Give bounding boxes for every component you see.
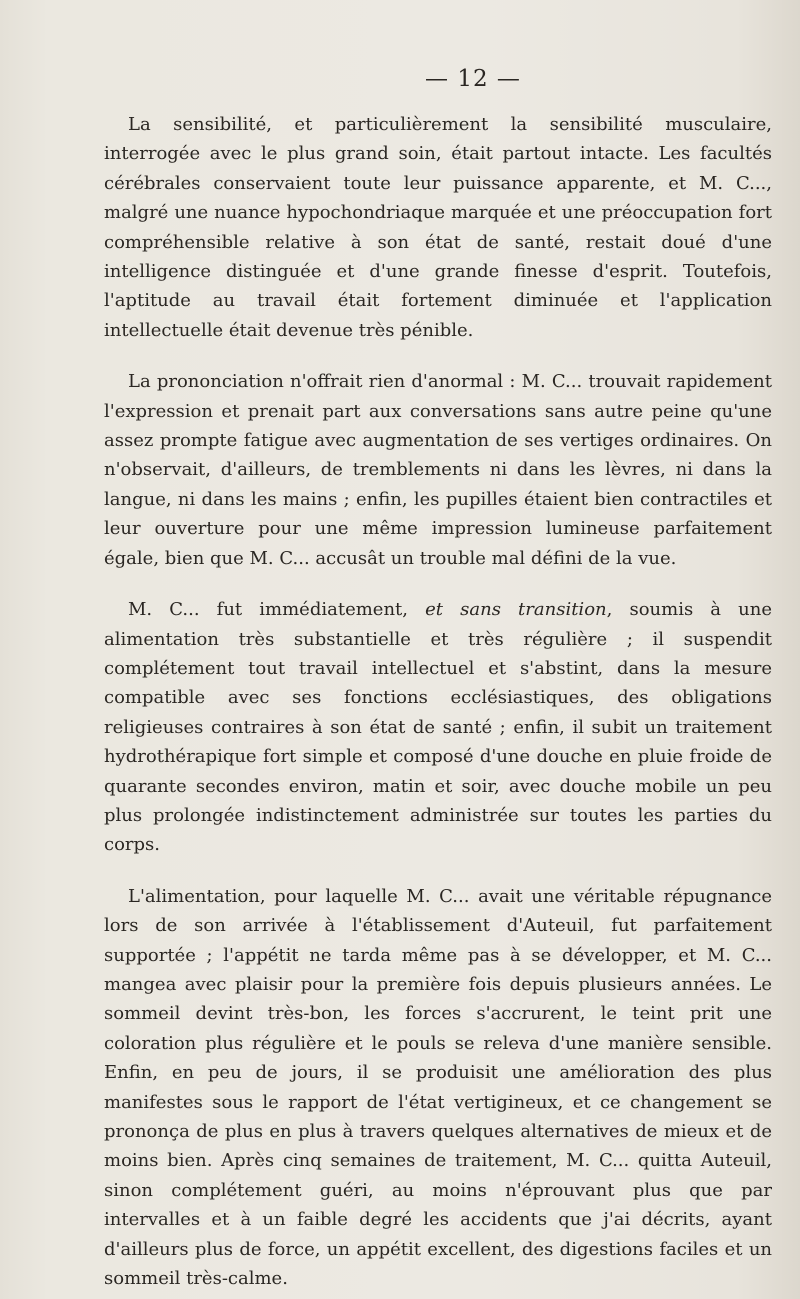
paragraph-alimentation: L'alimentation, pour laquelle M. C... avait une véritable répugnance lors de son arrivée à l'établissement d'Auteuil, fut parfaitement supportée ; l'appétit ne tarda même pas à se développer, et M. C... mangea avec plaisir pour la première fois depuis plusieurs années. Le sommeil devint très-bon, les forces s'accrurent, le teint prit une coloration plus régulière et le pouls se releva d'une manière sensible. Enfin, en peu de jours, il se produisit une amélioration des plus manifestes sous le rapport de l'état vertigineux, et ce changement se prononça de plus en plus à travers quelques alternatives de mieux et de moins bien. Après cinq semaines de traitement, M. C... quitta Auteuil, sinon complétement guéri, au moins n'éprouvant plus que par intervalles et à un faible degré les accidents que j'ai décrits, ayant d'ailleurs plus de force, un appétit excellent, des digestions faciles et un sommeil très-calme. — [104, 885, 772, 1290]
page-number: — 12 — — [425, 66, 521, 92]
paragraph-pronunciation: La prononciation n'offrait rien d'anormal : M. C... trouvait rapidement l'expression et prenait part aux conversations sans autre peine qu'une assez prompte fatigue avec augmentation de ses vertiges ordinaires. On n'observait, d'ailleurs, de tremblements ni dans les lèvres, ni dans la langue, ni dans les mains ; enfin, les pupilles étaient bien contractiles et leur ouverture pour une même impression lumineuse parfaitement égale, bien que M. C... accusât un trouble mal défini de la vue. — [104, 371, 772, 569]
paragraph-sensibility: La sensibilité, et particulièrement la sensibilité musculaire, interrogée avec le plus grand soin, était partout intacte. Les facultés cérébrales conservaient toute leur puissance apparente, et M. C..., malgré une nuance hypochondriaque marquée et une préoccupation fort compréhensible relative à son état de santé, restait doué d'une intelligence distinguée et d'une grande finesse d'esprit. Toutefois, l'aptitude au travail était fortement diminuée et l'application intellectuelle était devenue très pénible. — [104, 114, 772, 341]
treatment-text-end: , soumis à une alimentation très substantielle et très régulière ; il suspendit complétement tout travail intellectuel et s'abstint, dans la mesure compatible avec ses fonctions ecclésiastiques, des obligations religieuses contraires à son état de santé ; enfin, il subit un traitement hydrothérapique fort simple et composé d'une douche en pluie froide de quarante secondes environ, matin et soir, avec douche mobile un peu plus prolongée indistinctement administrée sur toutes les parties du corps. — [104, 599, 772, 856]
paragraph-treatment — [104, 595, 772, 860]
treatment-text-start: M. C... fut immédiatement, — [128, 599, 426, 621]
treatment-italic-phrase: et sans transition — [425, 599, 607, 621]
